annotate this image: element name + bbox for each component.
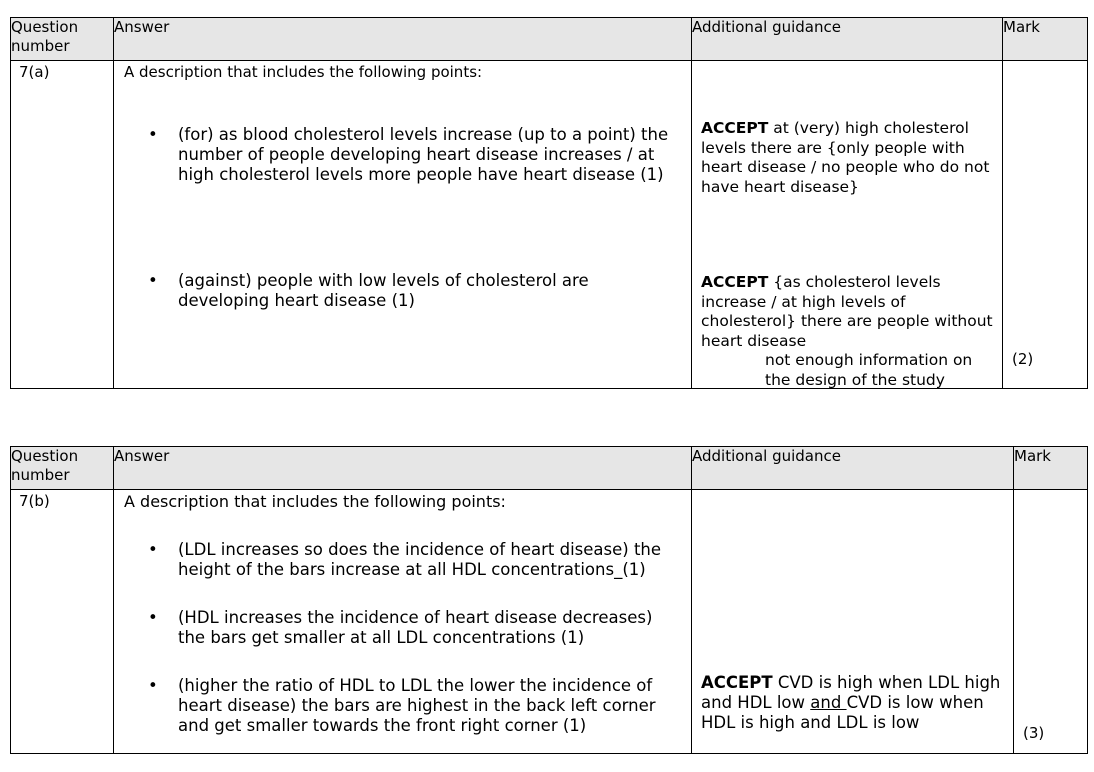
header-mark	[1014, 447, 1088, 490]
accept-label: ACCEPT	[701, 273, 769, 291]
header-question-number	[11, 18, 114, 61]
header-question-number-text: Question number	[11, 18, 79, 55]
guidance-accept	[692, 673, 1013, 733]
guidance-not-text: not enough information on the design of the study	[765, 351, 973, 389]
bullet-icon: •	[148, 271, 158, 290]
answer-cell	[114, 490, 692, 754]
header-mark	[1003, 18, 1088, 61]
bullet-icon: •	[148, 125, 158, 144]
header-answer-text: Answer	[114, 447, 170, 465]
mark-cell	[1014, 490, 1088, 754]
header-mark-text: Mark	[1003, 18, 1040, 36]
bullet-icon: •	[148, 676, 158, 695]
question-number-cell	[11, 61, 114, 389]
answer-point-text: (for) as blood cholesterol levels increase (up to a point) the number of people developing heart disease increases / at high cholesterol levels more people have heart disease (1)	[178, 125, 669, 184]
answer-point-against	[114, 271, 691, 311]
answer-point-hdl	[114, 608, 691, 648]
guidance-text: CVD is low when HDL is high and LDL is low	[701, 693, 984, 732]
answer-cell	[114, 61, 692, 389]
header-answer	[114, 447, 692, 490]
mark-value: (3)	[1023, 724, 1045, 742]
header-guidance	[692, 447, 1014, 490]
header-answer	[114, 18, 692, 61]
guidance-text: at (very) high cholesterol levels there are {only people with heart disease / no people who do not have heart disease}	[701, 119, 990, 196]
answer-point-text: (LDL increases so does the incidence of heart disease) the height of the bars increase at all HDL concentrations_(1)	[178, 540, 662, 579]
answer-intro: A description that includes the following points:	[124, 492, 506, 511]
guidance-not-line	[701, 351, 998, 390]
question-number: 7(b)	[19, 492, 50, 510]
answer-point-ratio	[114, 676, 691, 736]
question-number-cell	[11, 490, 114, 754]
guidance-text: CVD is high when LDL high and HDL low	[701, 673, 1001, 712]
header-question-number	[11, 447, 114, 490]
header-guidance-text: Additional guidance	[692, 18, 841, 36]
guidance-underlined-text: and	[810, 693, 847, 712]
question-number: 7(a)	[19, 63, 50, 81]
answer-intro: A description that includes the following points:	[124, 63, 483, 81]
mark-scheme-table-7a	[10, 17, 1088, 389]
mark-value: (2)	[1012, 350, 1034, 368]
bullet-icon: •	[148, 540, 158, 559]
header-question-number-text: Question number	[11, 447, 79, 484]
mark-scheme-table-7b	[10, 446, 1088, 754]
answer-point-ldl	[114, 540, 691, 580]
header-mark-text: Mark	[1014, 447, 1051, 465]
header-guidance	[692, 18, 1003, 61]
header-guidance-text: Additional guidance	[692, 447, 841, 465]
accept-label: ACCEPT	[701, 673, 773, 692]
answer-point-text: (against) people with low levels of cholesterol are developing heart disease (1)	[178, 271, 589, 310]
guidance-cell	[692, 61, 1003, 389]
mark-cell	[1003, 61, 1088, 389]
accept-label: ACCEPT	[701, 119, 769, 137]
answer-point-for	[114, 125, 691, 185]
header-answer-text: Answer	[114, 18, 170, 36]
guidance-accept-2	[692, 273, 1002, 390]
bullet-icon: •	[148, 608, 158, 627]
guidance-text: {as cholesterol levels increase / at high levels of cholesterol} there are people without heart disease	[701, 273, 993, 350]
guidance-accept-1	[692, 119, 1002, 197]
answer-point-text: (higher the ratio of HDL to LDL the lower the incidence of heart disease) the bars are highest in the back left corner and get smaller towards the front right corner (1)	[178, 676, 656, 735]
guidance-cell	[692, 490, 1014, 754]
answer-point-text: (HDL increases the incidence of heart disease decreases) the bars get smaller at all LDL concentrations (1)	[178, 608, 653, 647]
